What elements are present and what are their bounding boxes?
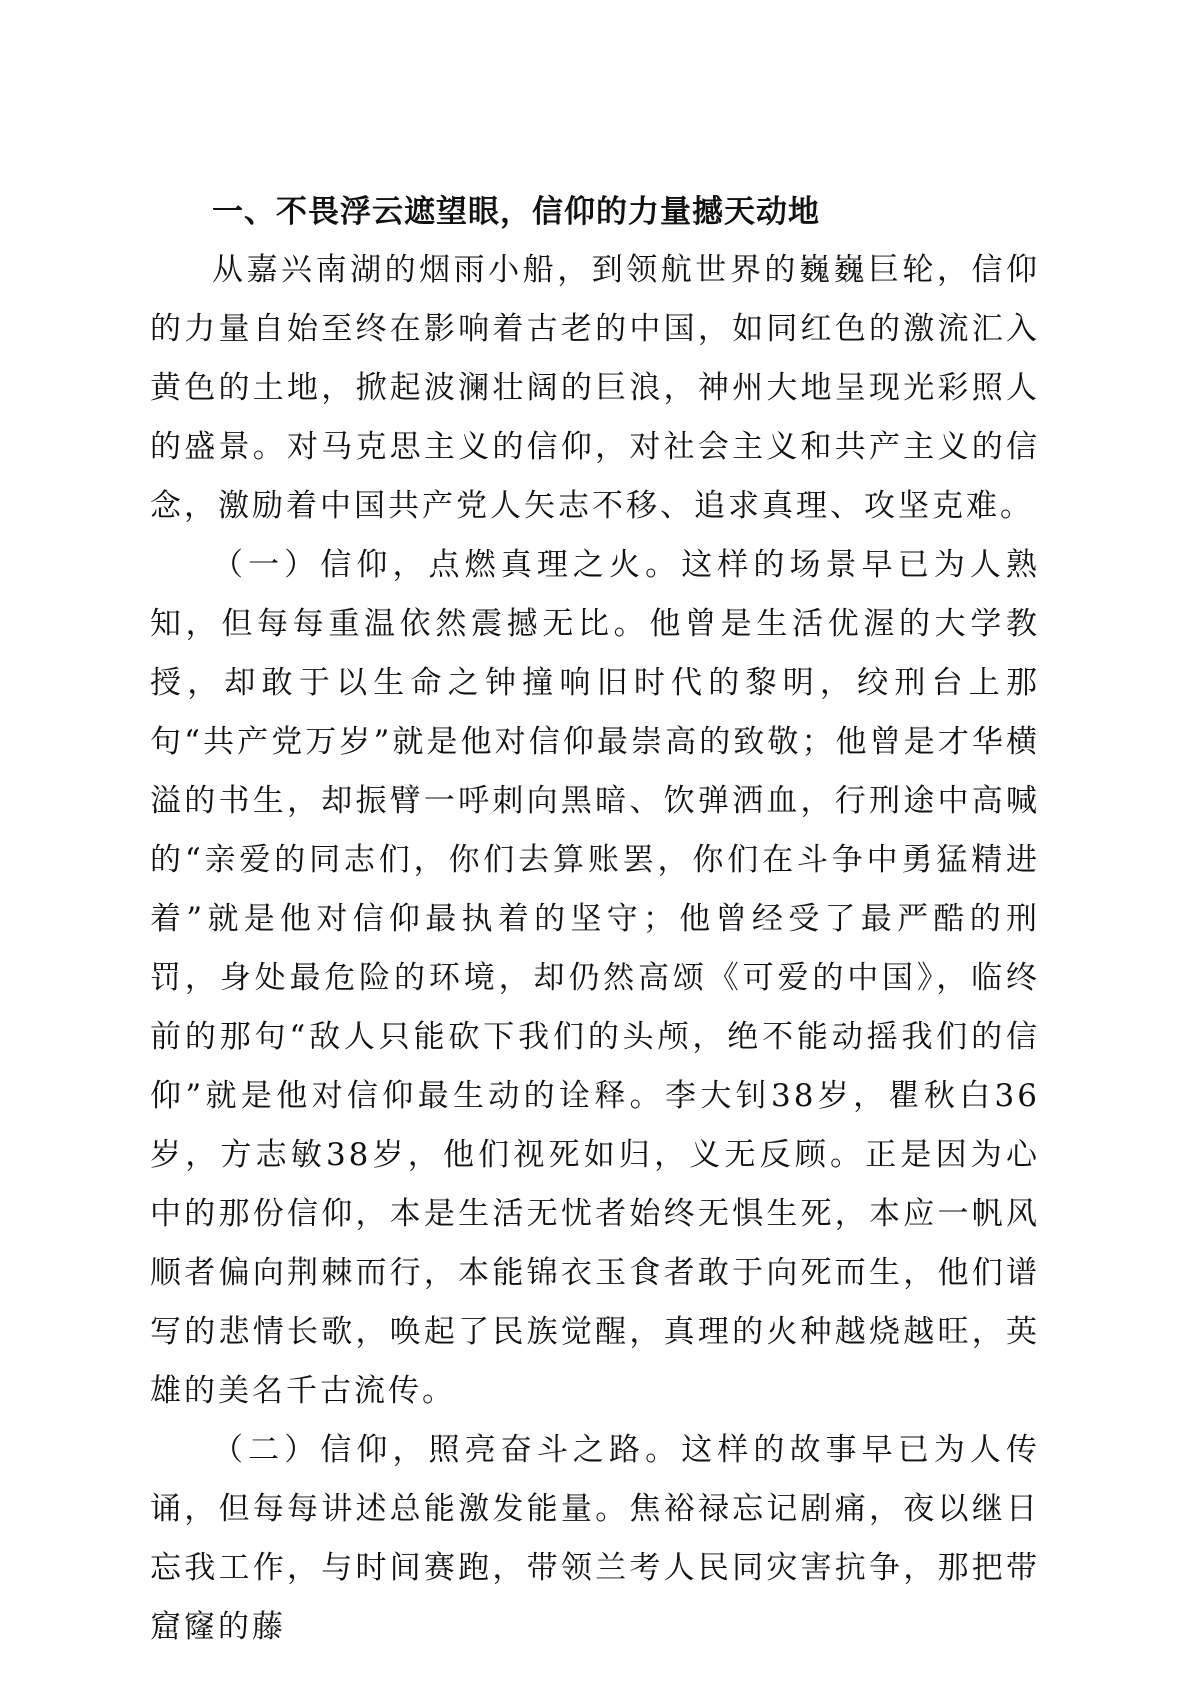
- section-heading: 一、不畏浮云遮望眼，信仰的力量撼天动地: [212, 194, 820, 230]
- paragraph-intro-text: 从嘉兴南湖的烟雨小船，到领航世界的巍巍巨轮，信仰的力量自始至终在影响着古老的中国，如同红色的激流汇入黄色的土地，掀起波澜壮阔的巨浪，神州大地呈现光彩照人的盛景。对马克思主义的信仰，对社会主义和共产主义的信念，激励着中国共产党人矢志不移、追求真理、攻坚克难。: [150, 252, 1040, 524]
- paragraph-struggle-text: 这样的故事早已为人传诵，但每每讲述总能激发能量。焦裕禄忘记剧痛，夜以继日忘我工作，与时间赛跑，带领兰考人民同灾害抗争，那把带窟窿的藤: [150, 1432, 1041, 1645]
- paragraph-struggle-lead: （二）信仰，照亮奋斗之路。: [212, 1432, 682, 1468]
- paragraph-truth: [150, 536, 1040, 1421]
- paragraph-intro: [150, 241, 1040, 536]
- paragraph-truth-lead: （一）信仰，点燃真理之火。: [212, 547, 682, 583]
- document-body: [150, 183, 1040, 1657]
- paragraph-struggle: [150, 1421, 1040, 1657]
- paragraph-truth-text: 这样的场景早已为人熟知，但每每重温依然震撼无比。他曾是生活优渥的大学教授，却敢于以生命之钟撞响旧时代的黎明，绞刑台上那句“共产党万岁”就是他对信仰最崇高的致敬；他曾是才华横溢的书生，却振臂一呼刺向黑暗、饮弹洒血，行刑途中高喊的“亲爱的同志们，你们去算账罢，你们在斗争中勇猛精进着”就是他对信仰最执着的坚守；他曾经受了最严酷的刑罚，身处最危险的环境，却仍然高颂《可爱的中国》，临终前的那句“敌人只能砍下我们的头颅，绝不能动摇我们的信仰”就是他对信仰最生动的诠释。李大钊38岁，瞿秋白36岁，方志敏38岁，他们视死如归，义无反顾。正是因为心中的那份信仰，本是生活无忧者始终无惧生死，本应一帆风顺者偏向荆棘而行，本能锦衣玉食者敢于向死而生，他们谱写的悲情长歌，唤起了民族觉醒，真理的火种越烧越旺，英雄的美名千古流传。: [150, 547, 1041, 1409]
